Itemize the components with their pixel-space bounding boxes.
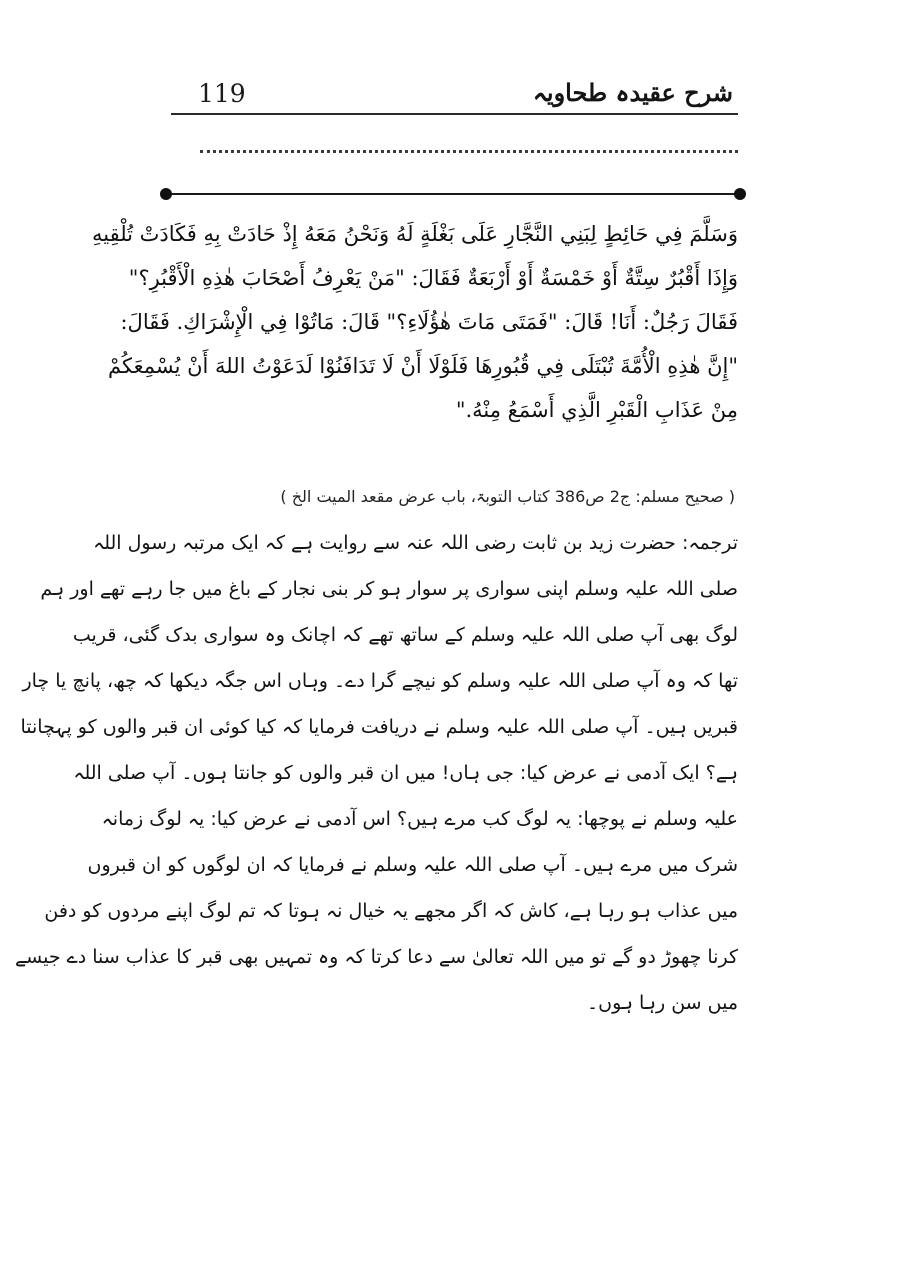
urdu-translation (15, 520, 738, 1026)
translation-line: ترجمہ: حضرت زید بن ثابت رضی اللہ عنہ سے روایت ہے کہ ایک مرتبہ رسول اللہ (93, 532, 738, 554)
page-number: 119 (198, 79, 246, 108)
divider-bar (166, 193, 740, 195)
arabic-line: وَسَلَّمَ فِي حَائِطٍ لِبَنِي النَّجَّارِ عَلَى بَغْلَةٍ لَهُ وَنَحْنُ مَعَهُ إِذْ حَادَتْ بِهِ فَكَادَتْ تُلْقِيهِ (91, 222, 738, 246)
header-rule (171, 113, 738, 115)
translation-line: میں سن رہا ہوں۔ (586, 992, 738, 1014)
translation-line: صلی اللہ علیہ وسلم اپنی سواری پر سوار ہو کر بنی نجار کے باغ میں جا رہے تھے اور ہم (40, 578, 738, 600)
divider-dot-right (734, 188, 746, 200)
book-title: شرح عقیدہ طحاویہ (532, 78, 733, 107)
translation-line: قبریں ہیں۔ آپ صلی اللہ علیہ وسلم نے دریافت فرمایا کہ کیا کوئی ان قبر والوں کو پہچانتا (20, 716, 738, 738)
hadith-reference: ( صحیح مسلم: ج2 ص386 کتاب التوبۃ، باب عرض مقعد المیت الخ ) (280, 487, 735, 506)
arabic-line: مِنْ عَذَابِ الْقَبْرِ الَّذِي أَسْمَعُ مِنْهُ." (455, 398, 738, 422)
arabic-line: وَإِذَا أَقْبُرٌ سِتَّةٌ أَوْ خَمْسَةٌ أَوْ أَرْبَعَةٌ فَقَالَ: "مَنْ يَعْرِفُ أَصْحَابَ هٰذِهِ الْأَقْبُرِ؟" (128, 266, 738, 290)
translation-line: کرنا چھوڑ دو گے تو میں اللہ تعالیٰ سے دعا کرتا کہ وہ تمہیں بھی قبر کا عذاب سنا دے جیسے (15, 946, 738, 968)
translation-line: میں عذاب ہو رہا ہے، کاش کہ اگر مجھے یہ خیال نہ ہوتا کہ تم لوگ اپنے مردوں کو دفن (44, 900, 738, 922)
translation-line: ہے؟ ایک آدمی نے عرض کیا: جی ہاں! میں ان قبر والوں کو جانتا ہوں۔ آپ صلی اللہ (73, 762, 738, 784)
arabic-line: فَقَالَ رَجُلٌ: أَنَا! قَالَ: "فَمَتَى مَاتَ هٰؤُلَاءِ؟" قَالَ: مَاتُوْا فِي الْإِشْرَاكِ. فَقَالَ: (120, 310, 738, 334)
divider-dot-left (160, 188, 172, 200)
translation-line: علیہ وسلم نے پوچھا: یہ لوگ کب مرے ہیں؟ اس آدمی نے عرض کیا: یہ لوگ زمانہ (101, 808, 738, 830)
translation-line: تھا کہ وہ آپ صلی اللہ علیہ وسلم کو نیچے گرا دے۔ وہاں اس جگہ دیکھا کہ چھ، پانچ یا چار (22, 670, 738, 692)
translation-line: لوگ بھی آپ صلی اللہ علیہ وسلم کے ساتھ تھے کہ اچانک وہ سواری بدک گئی، قریب (72, 624, 738, 646)
dotted-separator (200, 150, 738, 153)
arabic-hadith-text (91, 212, 738, 432)
section-divider (160, 186, 746, 202)
arabic-line: "إِنَّ هٰذِهِ الْأُمَّةَ تُبْتَلَى فِي قُبُورِهَا فَلَوْلَا أَنْ لَا تَدَافَنُوْا لَدَعَوْتُ اللهَ أَنْ يُسْمِعَكُمْ (108, 354, 738, 378)
translation-line: شرک میں مرے ہیں۔ آپ صلی اللہ علیہ وسلم نے فرمایا کہ ان لوگوں کو ان قبروں (87, 854, 738, 876)
